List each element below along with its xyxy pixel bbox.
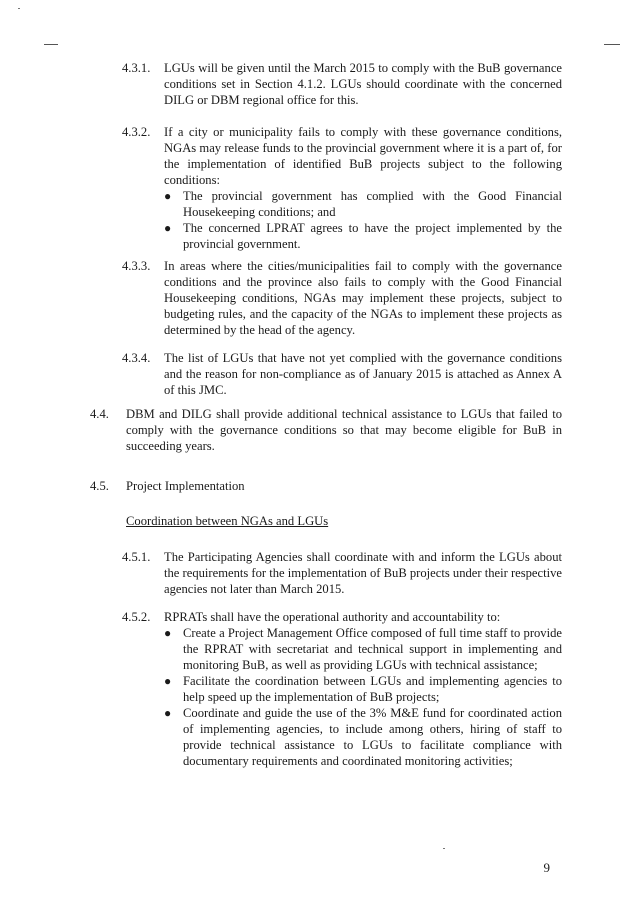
section-text: If a city or municipality fails to comply with these governance conditions, NGAs may release funds to the provincial government where it is a part of, for the implementation of identified BuB projects subject to the following conditions: bbox=[164, 125, 562, 187]
condition-list bbox=[164, 188, 562, 252]
scan-mark-right bbox=[604, 44, 620, 45]
section-text: The Participating Agencies shall coordinate with and inform the LGUs about the requirements for the implementation of BuB projects under their respective agencies not later than March 2015. bbox=[164, 550, 562, 596]
section-number: 4.5.2. bbox=[122, 610, 151, 624]
section-number: 4.3.2. bbox=[122, 125, 151, 139]
scan-mark-left bbox=[44, 44, 58, 45]
section-4-3-4 bbox=[122, 350, 562, 398]
section-number: 4.5.1. bbox=[122, 550, 151, 564]
section-number: 4.4. bbox=[90, 407, 109, 421]
section-number: 4.3.1. bbox=[122, 61, 151, 75]
scan-speck bbox=[18, 8, 20, 9]
section-text: DBM and DILG shall provide additional technical assistance to LGUs that failed to comply with the governance conditions so that may become eligible for BuB in succeeding years. bbox=[126, 407, 562, 453]
authority-list bbox=[164, 625, 562, 769]
section-4-5 bbox=[90, 478, 562, 494]
section-4-5-1 bbox=[122, 549, 562, 597]
section-text: LGUs will be given until the March 2015 to comply with the BuB governance conditions set in Section 4.1.2. LGUs should coordinate with the concerned DILG or DBM regional office for this. bbox=[164, 61, 562, 107]
bullet-icon: ● bbox=[164, 626, 172, 640]
list-item: ● Create a Project Management Office composed of full time staff to provide the RPRAT with secretariat and technical support in implementing and monitoring BuB, as well as providing LGUs with technical assistance; bbox=[164, 626, 562, 672]
bullet-icon: ● bbox=[164, 706, 172, 720]
list-item: ● The provincial government has complied with the Good Financial Housekeeping conditions; and bbox=[164, 189, 562, 219]
section-number: 4.3.3. bbox=[122, 259, 151, 273]
scan-speck bbox=[443, 848, 445, 849]
list-item: ● The concerned LPRAT agrees to have the project implemented by the provincial government. bbox=[164, 221, 562, 251]
section-number: 4.5. bbox=[90, 479, 109, 493]
section-4-4 bbox=[90, 406, 562, 454]
section-4-5-2 bbox=[122, 609, 562, 769]
bullet-icon: ● bbox=[164, 189, 172, 203]
section-number: 4.3.4. bbox=[122, 351, 151, 365]
section-4-3-2 bbox=[122, 124, 562, 252]
section-text: RPRATs shall have the operational authority and accountability to: bbox=[164, 610, 501, 624]
section-4-3-3 bbox=[122, 258, 562, 338]
section-title: Project Implementation bbox=[126, 479, 245, 493]
section-text: In areas where the cities/municipalities fail to comply with the governance conditions and the province also fails to comply with the Good Financial Housekeeping conditions, NGAs may implement these projects, subject to budgeting rules, and the capacity of the NGAs to implement these projects as determined by the head of the agency. bbox=[164, 259, 562, 337]
page-number: 9 bbox=[543, 860, 550, 875]
list-item: ● Coordinate and guide the use of the 3% M&E fund for coordinated action of implementing agencies, to include among others, hiring of staff to provide technical assistance to LGUs to facilitate compliance with documentary requirements and coordinated monitoring activities; bbox=[164, 706, 562, 768]
list-item: ● Facilitate the coordination between LGUs and implementing agencies to help speed up the implementation of BuB projects; bbox=[164, 674, 562, 704]
bullet-icon: ● bbox=[164, 674, 172, 688]
bullet-icon: ● bbox=[164, 221, 172, 235]
section-text: The list of LGUs that have not yet complied with the governance conditions and the reason for non-compliance as of January 2015 is attached as Annex A of this JMC. bbox=[164, 351, 562, 397]
section-4-3-1 bbox=[122, 60, 562, 108]
subheading-coordination: Coordination between NGAs and LGUs bbox=[126, 514, 329, 528]
